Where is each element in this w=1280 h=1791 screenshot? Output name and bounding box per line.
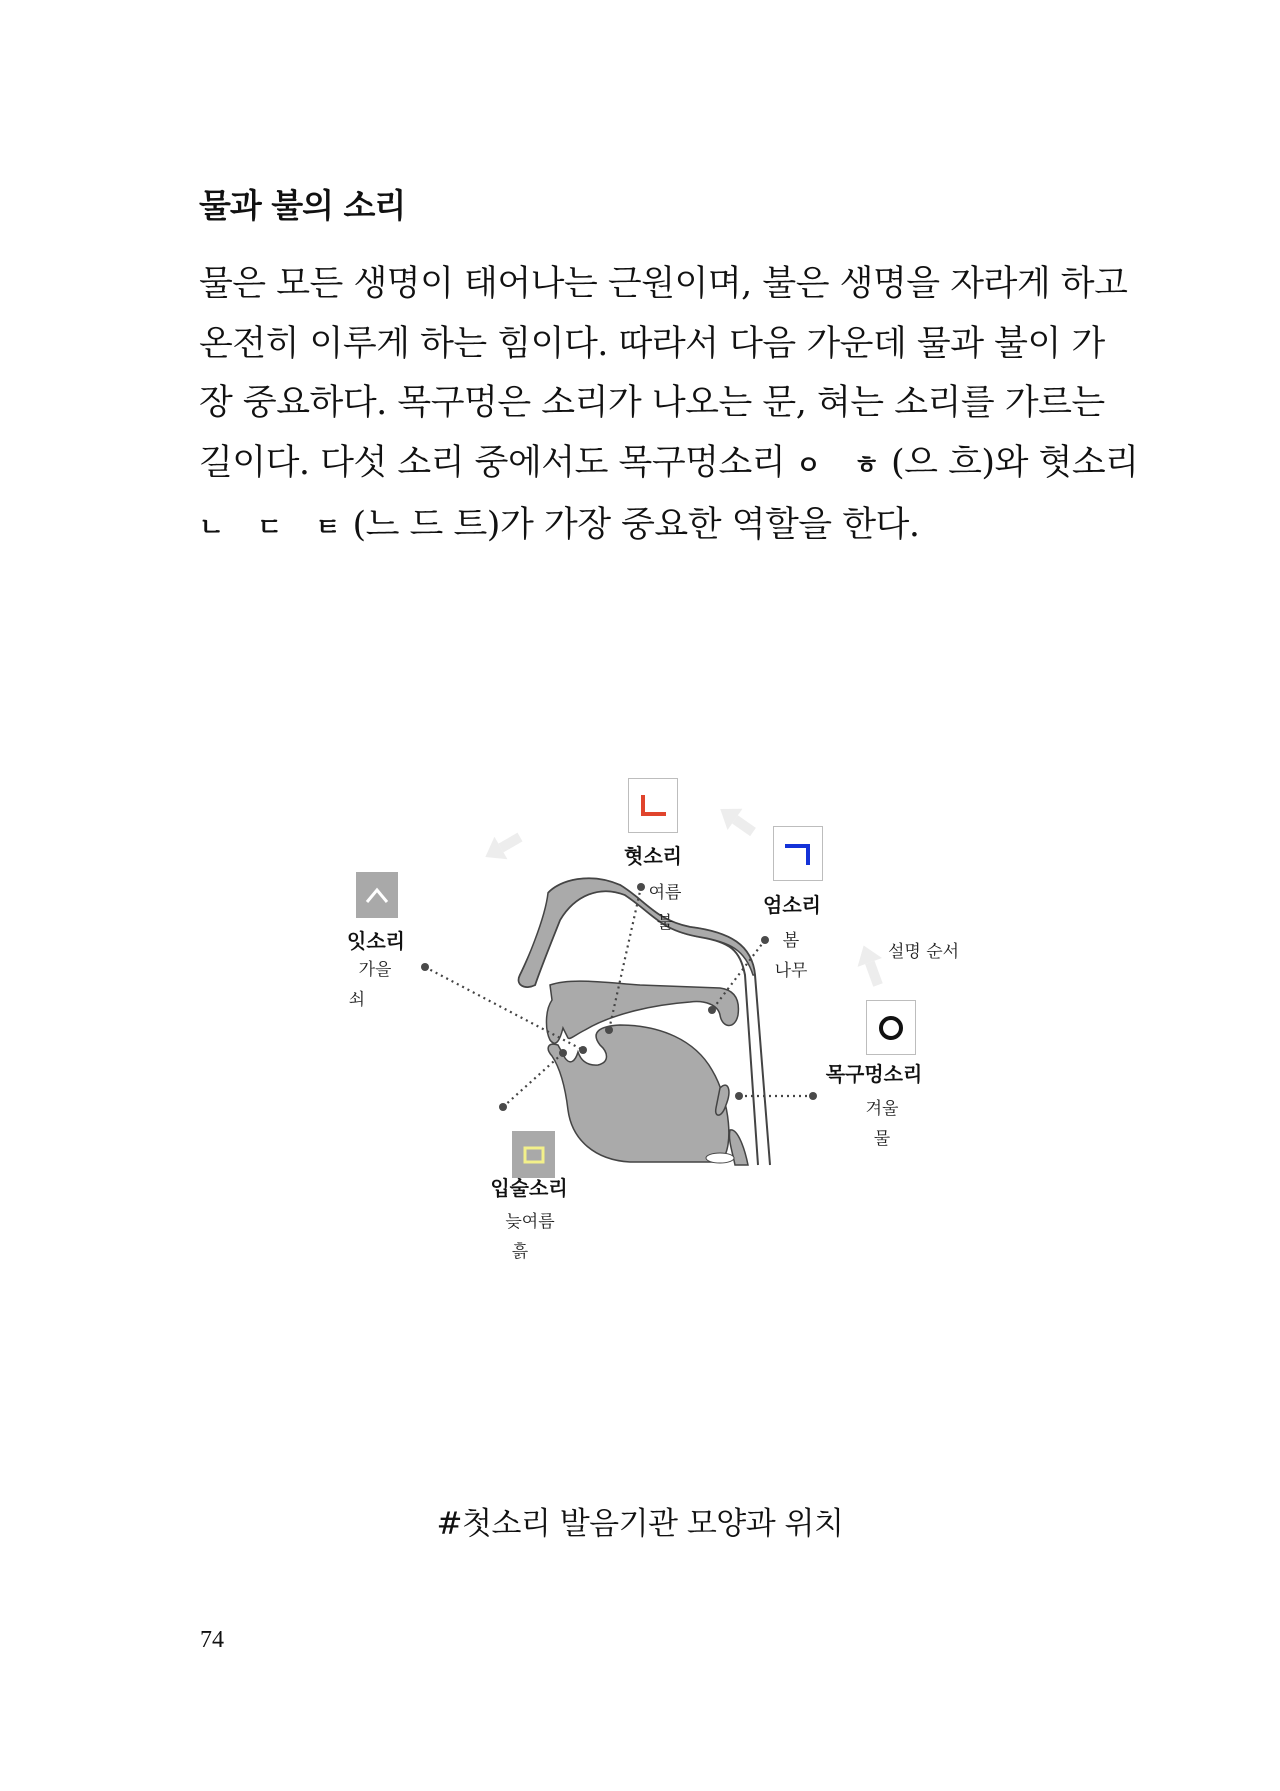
siot-glyph-icon bbox=[365, 887, 389, 903]
page-number: 74 bbox=[200, 1627, 224, 1653]
ieung-glyph-icon bbox=[877, 1014, 905, 1042]
body-line-1: 물은 모든 생명이 태어나는 근원이며, 불은 생명을 자라게 하고 bbox=[199, 264, 1128, 304]
molar-sound-symbol-box bbox=[773, 826, 823, 881]
nieun-glyph-icon bbox=[640, 795, 666, 817]
line4-text-after: (으 흐)와 혓소리 bbox=[891, 442, 1139, 483]
molar-sound-label: 엄소리 bbox=[763, 893, 821, 917]
explanation-order-note: 설명 순서 bbox=[888, 942, 960, 962]
line5-text: (느 드 트)가 가장 중요한 역할을 한다. bbox=[352, 505, 920, 545]
lips-season bbox=[505, 1207, 554, 1267]
body-line-2: 온전히 이루게 하는 힘이다. 따라서 다음 가운데 물과 불이 가 bbox=[199, 323, 1105, 364]
lips-sound-symbol-box bbox=[512, 1131, 555, 1178]
lips-element-name: 흙 bbox=[511, 1242, 529, 1262]
teeth-element-name: 쇠 bbox=[348, 990, 366, 1010]
tongue-sound-label: 혓소리 bbox=[624, 844, 682, 868]
body-line-3: 장 중요하다. 목구멍은 소리가 나오는 문, 혀는 소리를 가르는 bbox=[199, 383, 1105, 423]
throat-jamo: ㅇ ㅎ bbox=[795, 450, 892, 481]
tongue-sound-symbol-box bbox=[628, 778, 678, 833]
teeth-sound-label: 잇소리 bbox=[347, 929, 405, 953]
throat-sound-label: 목구멍소리 bbox=[825, 1062, 923, 1086]
mieum-glyph-icon bbox=[523, 1146, 545, 1164]
teeth-season bbox=[348, 955, 392, 1015]
figure-caption: #첫소리 발음기관 모양과 위치 bbox=[436, 1506, 844, 1542]
teeth-season-name: 가을 bbox=[358, 960, 392, 980]
throat-season bbox=[866, 1094, 899, 1154]
throat-season-name: 겨울 bbox=[865, 1099, 899, 1119]
tongue-element-name: 불 bbox=[656, 913, 674, 933]
tongue-season bbox=[649, 878, 682, 938]
throat-sound-symbol-box bbox=[866, 1000, 916, 1055]
line4-text: 길이다. 다섯 소리 중에서도 목구멍소리 bbox=[199, 442, 786, 483]
giyeok-glyph-icon bbox=[785, 843, 811, 865]
section-heading: 물과 불의 소리 bbox=[199, 186, 406, 225]
lips-season-name: 늦여름 bbox=[505, 1212, 555, 1232]
throat-element-name: 물 bbox=[873, 1129, 891, 1149]
teeth-sound-symbol-box bbox=[356, 872, 398, 918]
tongue-jamo: ㄴ ㄷ ㅌ bbox=[199, 513, 353, 543]
molar-season bbox=[775, 926, 808, 986]
lips-sound-label: 입술소리 bbox=[490, 1176, 568, 1200]
molar-season-name: 봄 bbox=[782, 931, 800, 951]
molar-element-name: 나무 bbox=[774, 961, 808, 981]
tongue-season-name: 여름 bbox=[648, 883, 682, 903]
